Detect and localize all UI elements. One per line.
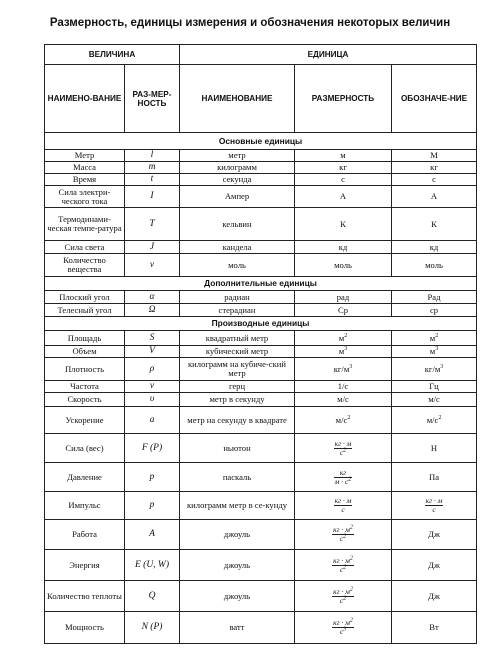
table-row	[45, 393, 477, 407]
unit-symbol	[392, 241, 477, 254]
unit-name-text: кубический метр	[205, 346, 269, 356]
quantity-name-text: Давление	[67, 471, 102, 482]
unit-symbol-text: Дж	[428, 559, 440, 570]
quantity-name	[45, 186, 125, 208]
unit-symbol-text: кг/м	[424, 363, 441, 374]
section-title: Производные единицы	[45, 317, 477, 331]
denominator-text: с	[339, 627, 344, 636]
unit-name-text: килограмм на кубиче-ский метр	[188, 359, 286, 378]
unit-symbol	[392, 434, 477, 463]
quantity-name-text: Ускорение	[65, 414, 104, 425]
unit-dimension-text: 1/с	[337, 381, 349, 391]
superscript: 2	[344, 332, 348, 339]
dimension-symbol: a	[149, 414, 155, 425]
unit-symbol-text: кд	[429, 241, 439, 252]
dimension-symbol: J	[149, 241, 155, 252]
unit-name-text: моль	[228, 259, 246, 270]
fraction	[332, 588, 354, 605]
unit-name-text: паскаль	[222, 471, 252, 482]
unit-name	[180, 407, 295, 434]
dimension-symbol: T	[149, 218, 155, 229]
unit-name-text: джоуль	[223, 559, 251, 570]
superscript: 2	[349, 617, 353, 624]
header-unit: ЕДИНИЦА	[180, 45, 477, 65]
unit-symbol	[392, 304, 477, 317]
dimension-symbol: υ	[149, 394, 155, 404]
unit-name	[180, 208, 295, 241]
quantity-dimension	[125, 463, 180, 492]
fraction-denominator	[332, 628, 354, 636]
unit-symbol-text: А	[430, 191, 438, 201]
unit-name-text: метр на секунду в квадрате	[187, 414, 287, 425]
unit-symbol	[392, 186, 477, 208]
unit-symbol	[392, 208, 477, 241]
unit-name-text: Ампер	[224, 191, 250, 201]
unit-symbol-text: м/с	[426, 414, 439, 425]
table-row	[45, 291, 477, 304]
unit-symbol-text: кг	[430, 162, 438, 172]
superscript: 2	[347, 414, 351, 421]
quantity-dimension	[125, 331, 180, 346]
unit-symbol-text: Дж	[428, 529, 440, 539]
fraction	[332, 526, 354, 543]
unit-dimension-text: К	[340, 218, 346, 229]
unit-name	[180, 291, 295, 304]
unit-dimension-text: м/с	[335, 414, 348, 425]
quantity-name	[45, 434, 125, 463]
table-row	[45, 520, 477, 550]
unit-name-text: радиан	[224, 291, 250, 302]
superscript: 2	[343, 595, 347, 601]
quantity-name-text: Сила электри-ческого тока	[58, 186, 111, 206]
quantity-name-text: Работа	[72, 529, 97, 539]
unit-dimension	[295, 407, 392, 434]
quantity-name-text: Время	[72, 174, 97, 184]
quantity-name-text: Мощность	[65, 622, 104, 632]
unit-symbol-text: ср	[429, 304, 439, 315]
fraction	[332, 557, 354, 574]
dimension-symbol: S	[149, 332, 155, 343]
denominator-text: с	[432, 505, 436, 514]
quantity-name-text: Плоский угол	[59, 291, 110, 302]
superscript: 2	[343, 564, 347, 570]
quantity-name	[45, 291, 125, 304]
quantity-name	[45, 346, 125, 358]
dimension-symbol: Q	[148, 590, 156, 601]
unit-dimension	[295, 174, 392, 186]
superscript: 2	[349, 524, 353, 531]
unit-dimension-text: м	[338, 346, 345, 356]
quantity-name	[45, 208, 125, 241]
unit-symbol	[392, 331, 477, 346]
table-row	[45, 254, 477, 277]
dimension-symbol: A	[149, 529, 155, 539]
quantity-dimension	[125, 186, 180, 208]
unit-name-text: кандела	[222, 241, 252, 252]
unit-symbol	[392, 381, 477, 393]
dimension-symbol: p	[149, 500, 155, 510]
fraction-denominator	[425, 506, 444, 514]
unit-name-text: ньютон	[223, 442, 251, 453]
table-row	[45, 463, 477, 492]
unit-name	[180, 150, 295, 162]
unit-name	[180, 304, 295, 317]
dimension-symbol: E (U, W)	[134, 559, 170, 570]
unit-name	[180, 174, 295, 186]
unit-name-text: стерадиан	[218, 304, 256, 315]
quantity-name	[45, 331, 125, 346]
quantity-name-text: Объем	[72, 346, 97, 356]
section-title: Основные единицы	[45, 133, 477, 150]
superscript: 3	[343, 626, 347, 633]
quantity-name-text: Площадь	[67, 332, 102, 343]
numerator-text: кг · м	[334, 496, 352, 505]
dimension-symbol: V	[149, 346, 155, 356]
header-unit-symbol: ОБОЗНАЧЕ-НИЕ	[392, 65, 477, 133]
unit-dimension	[295, 612, 392, 644]
dimension-symbol: l	[150, 150, 154, 160]
quantity-name	[45, 358, 125, 381]
unit-name	[180, 331, 295, 346]
unit-symbol-text: М	[430, 150, 438, 160]
header-quantity: ВЕЛИЧИНА	[45, 45, 180, 65]
quantity-name-text: Скорость	[67, 394, 102, 404]
superscript: 3	[435, 346, 439, 353]
unit-dimension	[295, 550, 392, 581]
unit-symbol-text: Рад	[427, 291, 441, 302]
superscript: 2	[438, 414, 442, 421]
table-row	[45, 150, 477, 162]
quantity-dimension	[125, 550, 180, 581]
unit-symbol	[392, 358, 477, 381]
quantity-name	[45, 612, 125, 644]
unit-dimension	[295, 331, 392, 346]
denominator-text: с	[339, 564, 344, 574]
quantity-name-text: Термодинами-ческая темпе-ратура	[47, 214, 122, 233]
unit-symbol	[392, 520, 477, 550]
superscript: 2	[349, 586, 353, 592]
unit-name	[180, 346, 295, 358]
quantity-name	[45, 304, 125, 317]
unit-symbol	[392, 254, 477, 277]
unit-dimension	[295, 150, 392, 162]
unit-symbol-text: Н	[430, 442, 438, 453]
unit-symbol-text: м	[429, 346, 436, 356]
unit-symbol	[392, 162, 477, 174]
dimension-symbol: ρ	[149, 363, 155, 374]
section-title: Дополнительные единицы	[45, 277, 477, 291]
fraction-denominator	[334, 506, 353, 514]
superscript: 2	[435, 332, 439, 339]
quantity-name	[45, 492, 125, 520]
unit-symbol	[392, 463, 477, 492]
unit-name	[180, 581, 295, 612]
quantity-dimension	[125, 241, 180, 254]
unit-dimension-text: м	[338, 332, 345, 343]
unit-name	[180, 186, 295, 208]
denominator-text: м · с	[334, 476, 349, 486]
quantity-name-text: Частота	[70, 381, 99, 391]
unit-symbol	[392, 407, 477, 434]
unit-name	[180, 358, 295, 381]
quantity-name	[45, 381, 125, 393]
quantity-dimension	[125, 208, 180, 241]
superscript: 2	[343, 533, 347, 540]
superscript: 3	[344, 346, 348, 353]
unit-name-text: секунда	[222, 174, 252, 184]
unit-symbol-text: Дж	[428, 590, 440, 601]
quantity-dimension	[125, 393, 180, 407]
unit-name	[180, 550, 295, 581]
unit-name	[180, 612, 295, 644]
quantity-name	[45, 407, 125, 434]
quantity-name	[45, 581, 125, 612]
denominator-text: с	[339, 447, 344, 457]
unit-dimension-text: м	[340, 150, 346, 160]
unit-symbol	[392, 492, 477, 520]
header-unit-name: НАИМЕНОВАНИЕ	[180, 65, 295, 133]
unit-dimension	[295, 581, 392, 612]
dimension-symbol: ν	[149, 381, 155, 391]
fraction	[334, 440, 353, 457]
fraction-denominator	[332, 597, 354, 605]
dimension-symbol: ν	[149, 259, 155, 270]
fraction	[332, 619, 354, 636]
unit-symbol-text: м/с	[428, 394, 440, 404]
dimension-symbol: I	[150, 191, 154, 201]
unit-dimension	[295, 520, 392, 550]
unit-name	[180, 381, 295, 393]
quantity-name-text: Плотность	[64, 363, 105, 374]
unit-dimension	[295, 346, 392, 358]
table-row	[45, 208, 477, 241]
quantity-name-text: Метр	[74, 150, 95, 160]
unit-name-text: метр в секунду	[209, 394, 265, 404]
quantity-name	[45, 463, 125, 492]
unit-dimension-text: кг/м	[333, 363, 350, 374]
unit-dimension	[295, 186, 392, 208]
unit-name	[180, 520, 295, 550]
unit-name-text: килограмм метр в се-кунду	[187, 500, 287, 510]
unit-dimension	[295, 291, 392, 304]
unit-symbol	[392, 550, 477, 581]
quantity-dimension	[125, 304, 180, 317]
quantity-name-text: Телесный угол	[57, 304, 112, 315]
table-row	[45, 346, 477, 358]
unit-name	[180, 492, 295, 520]
unit-symbol-text: м	[429, 332, 436, 343]
numerator-text: кг · м	[333, 586, 350, 596]
unit-symbol	[392, 346, 477, 358]
unit-dimension	[295, 208, 392, 241]
table-row	[45, 581, 477, 612]
quantity-name-text: Энергия	[69, 559, 100, 570]
numerator-text: кг · м	[333, 525, 350, 534]
table-row	[45, 407, 477, 434]
header-quantity-dimension: РАЗ-МЕР-НОСТЬ	[125, 65, 180, 133]
table-row	[45, 434, 477, 463]
quantity-dimension	[125, 358, 180, 381]
numerator-text: кг · м	[334, 438, 352, 448]
units-table	[44, 44, 477, 644]
quantity-name	[45, 254, 125, 277]
quantity-name	[45, 393, 125, 407]
unit-symbol-text: Гц	[429, 381, 439, 391]
quantity-name	[45, 520, 125, 550]
table-row	[45, 358, 477, 381]
numerator-text: кг · м	[333, 555, 350, 565]
unit-dimension-text: моль	[334, 259, 352, 270]
unit-dimension-text: рад	[336, 291, 350, 302]
quantity-name-text: Сила света	[64, 241, 105, 252]
unit-symbol	[392, 612, 477, 644]
quantity-name	[45, 162, 125, 174]
unit-dimension-text: кг	[339, 162, 347, 172]
quantity-name-text: Масса	[72, 162, 96, 172]
unit-symbol	[392, 581, 477, 612]
unit-name-text: джоуль	[223, 529, 251, 539]
table-row	[45, 550, 477, 581]
unit-name-text: килограмм	[217, 162, 257, 172]
quantity-dimension	[125, 407, 180, 434]
unit-dimension	[295, 304, 392, 317]
table-row	[45, 174, 477, 186]
dimension-symbol: N (P)	[141, 622, 163, 632]
table-row	[45, 304, 477, 317]
unit-symbol-text: Па	[429, 471, 440, 482]
table-row	[45, 186, 477, 208]
numerator-text: кг · м	[425, 496, 443, 505]
unit-symbol	[392, 150, 477, 162]
quantity-dimension	[125, 581, 180, 612]
unit-symbol	[392, 174, 477, 186]
unit-symbol-text: моль	[425, 259, 443, 270]
quantity-dimension	[125, 346, 180, 358]
table-row	[45, 331, 477, 346]
table-row	[45, 612, 477, 644]
quantity-name	[45, 174, 125, 186]
unit-dimension-text: Ср	[337, 304, 349, 315]
unit-dimension	[295, 381, 392, 393]
denominator-text: с	[339, 534, 344, 543]
unit-dimension	[295, 463, 392, 492]
unit-symbol-text: Вт	[429, 622, 439, 632]
fraction-denominator	[334, 478, 353, 486]
unit-dimension-text: кд	[338, 241, 348, 252]
quantity-name-text: Сила (вес)	[65, 442, 104, 453]
fraction	[334, 469, 353, 486]
denominator-text: с	[339, 595, 344, 605]
quantity-dimension	[125, 162, 180, 174]
header-unit-dimension: РАЗМЕРНОСТЬ	[295, 65, 392, 133]
unit-name-text: джоуль	[223, 590, 251, 601]
unit-symbol	[392, 291, 477, 304]
unit-dimension	[295, 241, 392, 254]
quantity-name-text: Импульс	[68, 500, 101, 510]
unit-dimension	[295, 393, 392, 407]
unit-name	[180, 162, 295, 174]
quantity-dimension	[125, 520, 180, 550]
quantity-dimension	[125, 254, 180, 277]
quantity-dimension	[125, 434, 180, 463]
unit-name	[180, 254, 295, 277]
superscript: 3	[349, 363, 353, 370]
unit-name	[180, 393, 295, 407]
superscript: 2	[348, 476, 352, 482]
unit-name	[180, 463, 295, 492]
unit-dimension	[295, 162, 392, 174]
numerator-text: кг	[339, 467, 347, 477]
dimension-symbol: p	[149, 471, 155, 482]
quantity-dimension	[125, 174, 180, 186]
fraction-denominator	[332, 535, 354, 543]
unit-symbol-text: с	[432, 174, 436, 184]
unit-dimension	[295, 254, 392, 277]
fraction-denominator	[334, 449, 353, 457]
unit-name-text: герц	[228, 381, 246, 391]
denominator-text: с	[341, 505, 345, 514]
quantity-dimension	[125, 612, 180, 644]
unit-name-text: квадратный метр	[205, 332, 269, 343]
table-row	[45, 241, 477, 254]
unit-dimension	[295, 492, 392, 520]
unit-name	[180, 241, 295, 254]
dimension-symbol: α	[149, 291, 155, 302]
quantity-name	[45, 550, 125, 581]
table-row	[45, 162, 477, 174]
quantity-name-text: Количество теплоты	[47, 590, 122, 601]
unit-dimension-text: с	[341, 174, 345, 184]
unit-dimension	[295, 358, 392, 381]
section-row	[45, 317, 477, 331]
quantity-dimension	[125, 291, 180, 304]
section-row	[45, 133, 477, 150]
unit-name-text: кельвин	[222, 218, 252, 229]
unit-dimension	[295, 434, 392, 463]
unit-symbol	[392, 393, 477, 407]
quantity-name-text: Количество вещества	[63, 255, 106, 274]
unit-symbol-text: К	[431, 218, 437, 229]
quantity-name	[45, 241, 125, 254]
dimension-symbol: m	[148, 162, 156, 172]
unit-name-text: ватт	[229, 622, 245, 632]
numerator-text: кг · м	[333, 618, 350, 627]
table-row	[45, 381, 477, 393]
quantity-dimension	[125, 381, 180, 393]
superscript: 2	[349, 555, 353, 561]
superscript: 3	[440, 363, 444, 370]
dimension-symbol: t	[150, 174, 154, 184]
quantity-name	[45, 150, 125, 162]
quantity-dimension	[125, 492, 180, 520]
fraction	[334, 497, 353, 514]
fraction-denominator	[332, 566, 354, 574]
quantity-dimension	[125, 150, 180, 162]
table-row	[45, 492, 477, 520]
header-quantity-name: НАИМЕНО-ВАНИЕ	[45, 65, 125, 133]
unit-dimension-text: м/с	[337, 394, 349, 404]
section-row	[45, 277, 477, 291]
unit-dimension-text: А	[339, 191, 347, 201]
superscript: 2	[343, 447, 347, 453]
fraction	[425, 497, 444, 514]
unit-name-text: метр	[228, 150, 246, 160]
unit-name	[180, 434, 295, 463]
page-title: Размерность, единицы измерения и обозначения некоторых величин	[49, 17, 451, 29]
dimension-symbol: Ω	[148, 304, 156, 315]
dimension-symbol: F (P)	[141, 442, 163, 453]
